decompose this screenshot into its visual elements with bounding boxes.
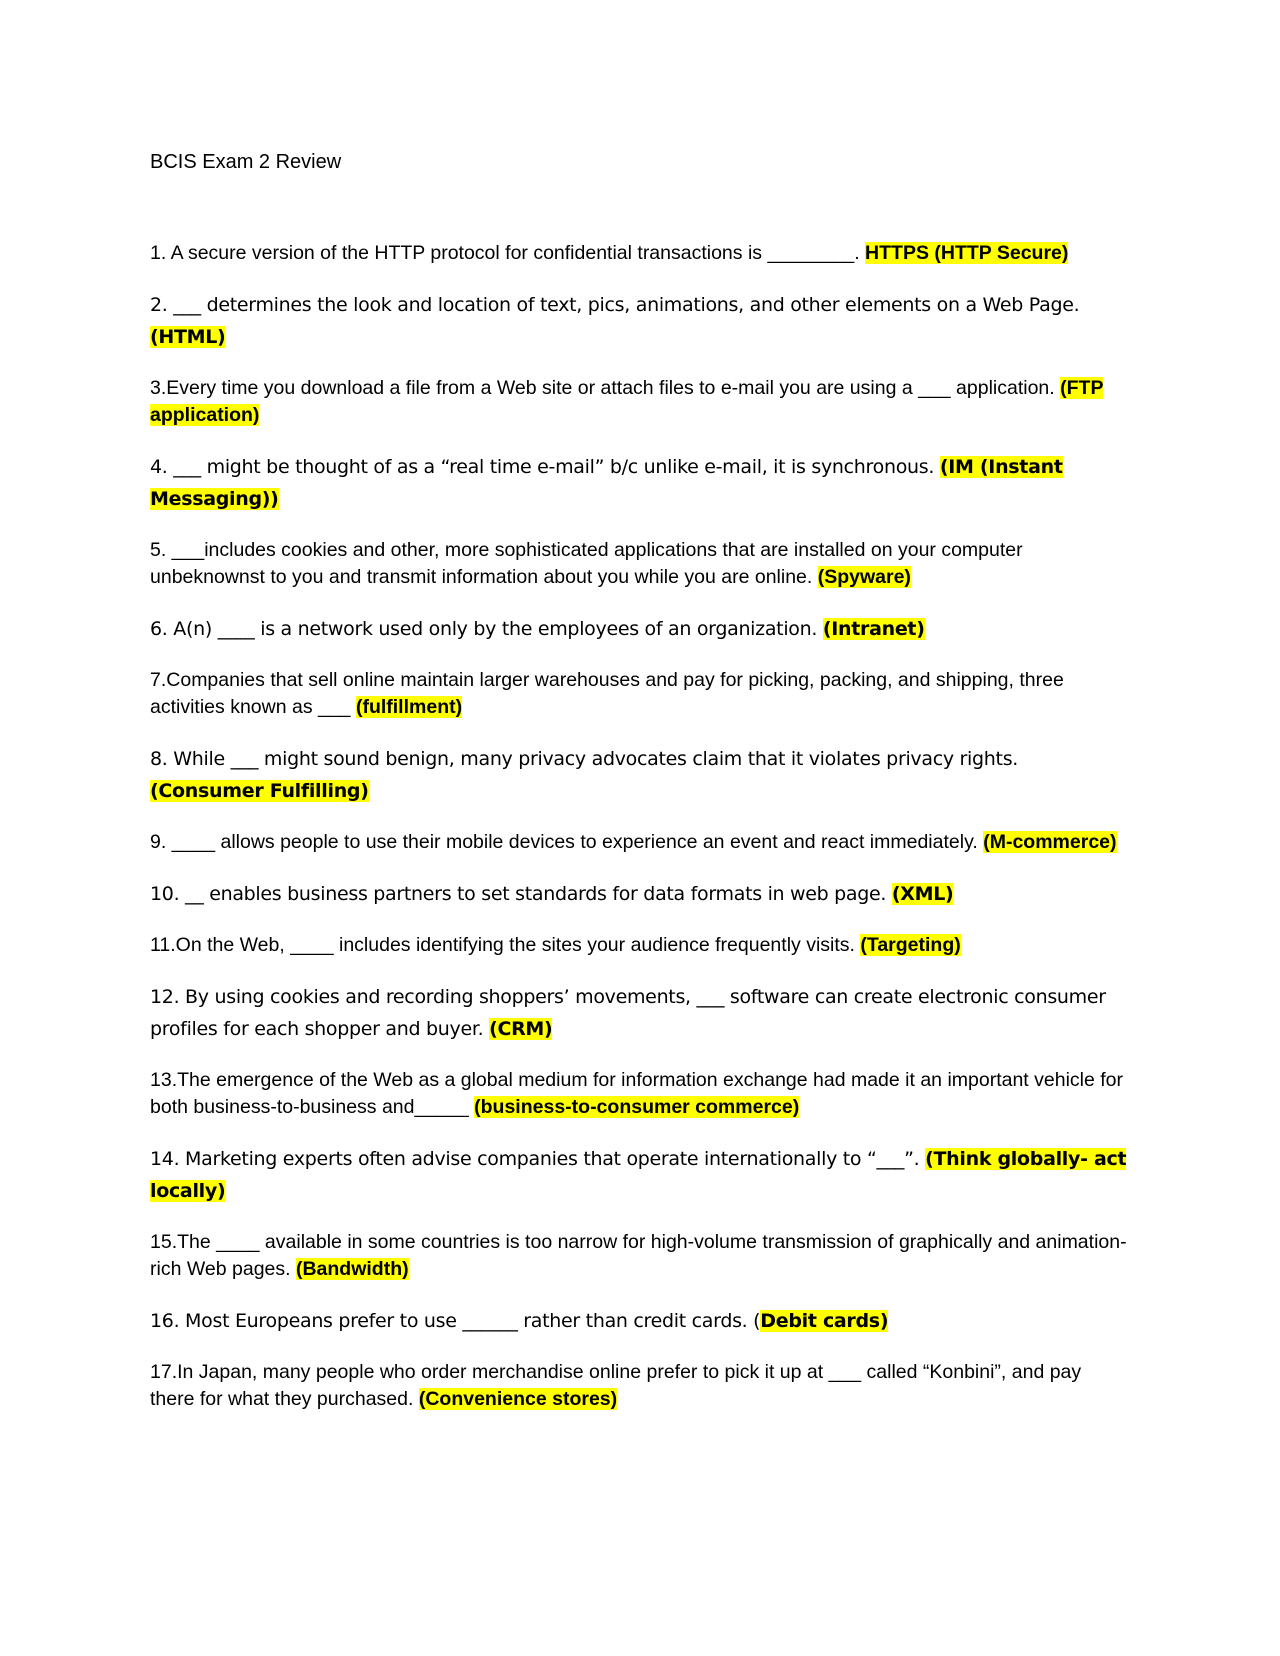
question-6 — [150, 613, 1130, 645]
question-3 — [150, 375, 1130, 429]
document-body — [150, 148, 1130, 1435]
question-17 — [150, 1359, 1130, 1413]
answer-highlight: HTTPS (HTTP Secure) — [865, 242, 1069, 264]
answer-highlight: (Convenience stores) — [418, 1388, 618, 1410]
question-14 — [150, 1143, 1130, 1207]
answer-highlight: (business-to-consumer commerce) — [474, 1096, 800, 1118]
question-text: 10. __ enables business partners to set standards for data formats in web page. — [150, 883, 892, 905]
question-text: 17.In Japan, many people who order merchandise online prefer to pick it up at ___ called “Konbini”, and pay there for what they purchased. — [150, 1361, 1082, 1410]
question-text: 5. ___includes cookies and other, more sophisticated applications that are installed on your computer unbeknownst to you and transmit information about you while you are online. — [150, 539, 1023, 588]
answer-highlight: (M-commerce) — [983, 831, 1117, 853]
answer-highlight: (Intranet) — [822, 618, 925, 640]
answer-highlight: (CRM) — [489, 1018, 553, 1040]
document-title: BCIS Exam 2 Review — [150, 151, 342, 173]
answer-highlight: (Think globally- act locally) — [150, 1148, 1127, 1202]
question-10 — [150, 878, 1130, 910]
question-8 — [150, 743, 1130, 807]
question-text: 3.Every time you download a file from a Web site or attach files to e-mail you are using a ___ application. — [150, 377, 1061, 399]
question-1 — [150, 240, 1130, 267]
answer-highlight: (XML) — [891, 883, 954, 905]
question-text: 7.Companies that sell online maintain larger warehouses and pay for picking, packing, and shipping, three activities known as ___ — [150, 669, 1064, 718]
question-text: 1. A secure version of the HTTP protocol for confidential transactions is ________. — [150, 242, 866, 264]
question-4 — [150, 451, 1130, 515]
question-text: 6. A(n) ____ is a network used only by the employees of an organization. — [150, 618, 823, 640]
answer-highlight: (fulfillment) — [355, 696, 463, 718]
question-text: 2. ___ determines the look and location of text, pics, animations, and other elements on a Web Page. — [150, 294, 1080, 316]
answer-highlight: (HTML) — [150, 326, 226, 348]
question-12 — [150, 981, 1130, 1045]
answer-highlight: (Consumer Fulfilling) — [150, 780, 369, 802]
question-text: 9. ____ allows people to use their mobile devices to experience an event and react immediately. — [150, 831, 984, 853]
answer-highlight: (Spyware) — [817, 566, 911, 588]
question-text: 8. While ___ might sound benign, many privacy advocates claim that it violates privacy rights. — [150, 748, 1019, 770]
question-text: 14. Marketing experts often advise companies that operate internationally to “___”. — [150, 1148, 926, 1170]
question-16 — [150, 1305, 1130, 1337]
question-text: 15.The ____ available in some countries is too narrow for high-volume transmission of graphically and animation-rich Web pages. — [150, 1231, 1127, 1280]
question-9 — [150, 829, 1130, 856]
question-text: 16. Most Europeans prefer to use ______ rather than credit cards. ( — [150, 1310, 761, 1332]
answer-highlight: (Targeting) — [860, 934, 961, 956]
question-7 — [150, 667, 1130, 721]
question-text: 11.On the Web, ____ includes identifying the sites your audience frequently visits. — [150, 934, 861, 956]
answer-highlight: Debit cards) — [760, 1310, 889, 1332]
question-text: 12. By using cookies and recording shoppers’ movements, ___ software can create electronic consumer profiles for each shopper and buyer. — [150, 986, 1106, 1040]
answer-highlight: (IM (Instant Messaging)) — [150, 456, 1063, 510]
question-5 — [150, 537, 1130, 591]
question-list — [150, 240, 1130, 1413]
answer-highlight: (Bandwidth) — [295, 1258, 409, 1280]
question-11 — [150, 932, 1130, 959]
answer-highlight: (FTP application) — [150, 377, 1104, 426]
question-text: 13.The emergence of the Web as a global medium for information exchange had made it an important vehicle for both business-to-business and_____ — [150, 1069, 1124, 1118]
question-15 — [150, 1229, 1130, 1283]
question-text: 4. ___ might be thought of as a “real time e-mail” b/c unlike e-mail, it is synchronous. — [150, 456, 940, 478]
question-13 — [150, 1067, 1130, 1121]
question-2 — [150, 289, 1130, 353]
